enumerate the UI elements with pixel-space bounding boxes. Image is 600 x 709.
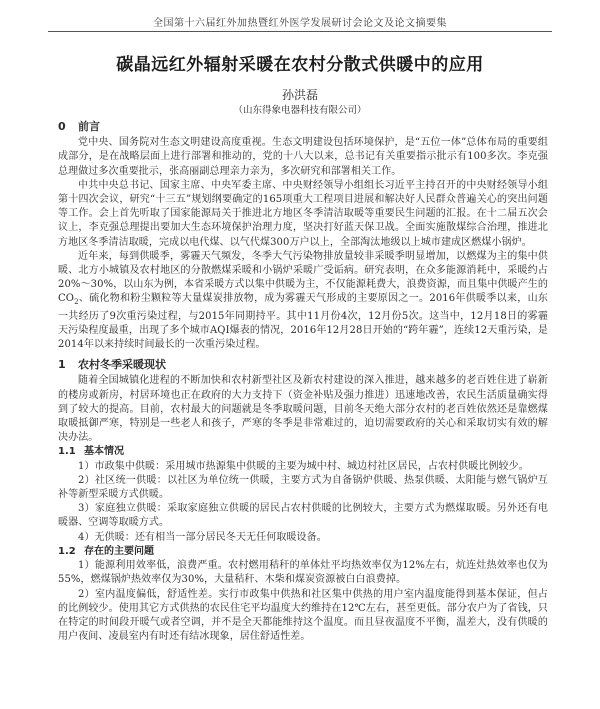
subsection-title: 基本情况 (84, 446, 124, 458)
paper-body (58, 116, 548, 644)
subsection-heading-1-1 (58, 445, 548, 459)
section-title: 前言 (78, 120, 100, 133)
paragraph (58, 250, 548, 352)
list-item: 2）室内温度偏低，舒适性差。实行市政集中供热和社区集中供热的用户室内温度能得到基本保证，但占的比例较少。使用其它方式供热的农民住宅平均温度大约维持在12℃左右，甚至更低。部分农户为了省钱，只在特定的时间段开暖气或者空调，并不是全天都能维持这个温度。而且昼夜温度不平衡，温差大，没有供暖的用户夜间、凌晨室内有时还有结冰现象，居住舒适性差。 (58, 588, 548, 643)
list-item: 1）能源利用效率低，浪费严重。农村燃用秸秆的单体灶平均热效率仅为12%左右，炕连灶热效率也仅为55%，燃煤锅炉热效率仅为30%，大量秸秆、木柴和煤炭资源被白白浪费掉。 (58, 560, 548, 586)
subsection-title: 存在的主要问题 (84, 545, 154, 557)
section-heading-0 (58, 120, 548, 134)
subscript: 2 (74, 298, 79, 307)
running-header: 全国第十六届红外加热暨红外医学发展研讨会论文及论文摘要集 (153, 18, 447, 29)
paper-author: 孙洪磊 (281, 88, 318, 102)
paragraph: 随着全国城镇化进程的不断加快和农村新型社区及新农村建设的深入推进，越来越多的老百姓住进了崭新的楼房或新房，村居环境也正在政府的大力支持下（资金补贴及强力推进）迅速地改善，农民生活质量确实得到了较大的提高。目前，农村最大的问题就是冬季取暖问题，目前冬天绝大部分农村的老百姓依然还是靠燃煤取暖抵御严寒，特别是一些老人和孩子，严寒的冬季是非常难过的，迫切需要政府的关心和采取切实有效的解决办法。 (58, 375, 548, 444)
list-item: 1）市政集中供暖：采用城市热源集中供暖的主要为城中村、城边村社区居民，占农村供暖比例较少。 (78, 460, 529, 472)
list-item: 2）社区统一供暖：以社区为单位统一供暖，主要方式为自备锅炉供暖、热泵供暖、太阳能与燃气锅炉互补等新型采暖方式供暖。 (58, 474, 548, 501)
subsection-number: 1.1 (58, 446, 76, 458)
paragraph: 党中央、国务院对生态文明建设高度重视。生态文明建设包括环境保护，是“五位一体”总体布局的重要组成部分，是在战略层面上进行部署和推动的，党的十八大以来，总书记有关重要指示批示有100多次。李克强总理做过多次重要批示，张高丽副总理亲力亲为，多次研究和部署相关工作。 (58, 137, 548, 177)
list-item: 3）家庭独立供暖：采取家庭独立供暖的居民占农村供暖的比例较大，主要方式为燃煤取暖。另外还有电暖器、空调等取暖方式。 (58, 503, 548, 529)
section-heading-1 (58, 358, 548, 372)
header-rule (48, 31, 552, 32)
subsection-number: 1.2 (58, 545, 76, 557)
section-number: 0 (58, 120, 66, 133)
paragraph-text: 近年来，每到供暖季，雾霾天气频发，冬季大气污染物排放量较非采暖季明显增加，以燃煤为主的集中供暖、北方小城镇及农村地区的分散燃煤采暖和小锅炉采暖广受诟病。研究表明，在众多能源消耗中，采暖约占20%～30%，以山东为例，本省采暖方式以集中供暖为主，不仅能源耗费大，浪费资源，而且集中供暖产生的CO (58, 250, 548, 305)
section-title: 农村冬季采暖现状 (78, 358, 166, 372)
paper-affiliation: （山东得象电器科技有限公司） (233, 105, 367, 116)
list-item: 4）无供暖：还有相当一部分居民冬天无任何取暖设备。 (78, 531, 327, 543)
subsection-heading-1-2 (58, 545, 548, 559)
paragraph: 中共中央总书记、国家主席、中央军委主席、中央财经领导小组组长习近平主持召开的中央财经领导小组第十四次会议，研究“十三五”规划纲要确定的165项重大工程项目进展和解决好人民群众普遍关心的突出问题等工作。会上首先听取了国家能源局关于推进北方地区冬季清洁取暖等重要民生问题的汇报。在十二届五次会议上，李克强总理提出要加大生态环境保护治理力度，坚决打好蓝天保卫战。全面实施散煤综合治理，推进北方地区冬季清洁取暖，完成以电代煤、以气代煤300万户以上，全部淘汰地级以上城市建成区燃煤小锅炉。 (58, 179, 548, 248)
section-number: 1 (58, 358, 66, 372)
paragraph-text: 、硫化物和粉尘颗粒等大量煤炭排放物，成为雾霾天气形成的主要原因之一。2016年供暖季以来，山东一共经历了9次重污染过程，与2015年同期持平。其中11月份4次，12月份5次。这当中，12月18日的雾霾天污染程度最重，出现了多个城市AQI爆表的情况，2016年12月28日开始的“跨年霾”，连续12天重污染，是2014年以来持续时间最长的一次重污染过程。 (58, 293, 548, 351)
paper-title: 碳晶远红外辐射采暖在农村分散式供暖中的应用 (116, 55, 484, 75)
